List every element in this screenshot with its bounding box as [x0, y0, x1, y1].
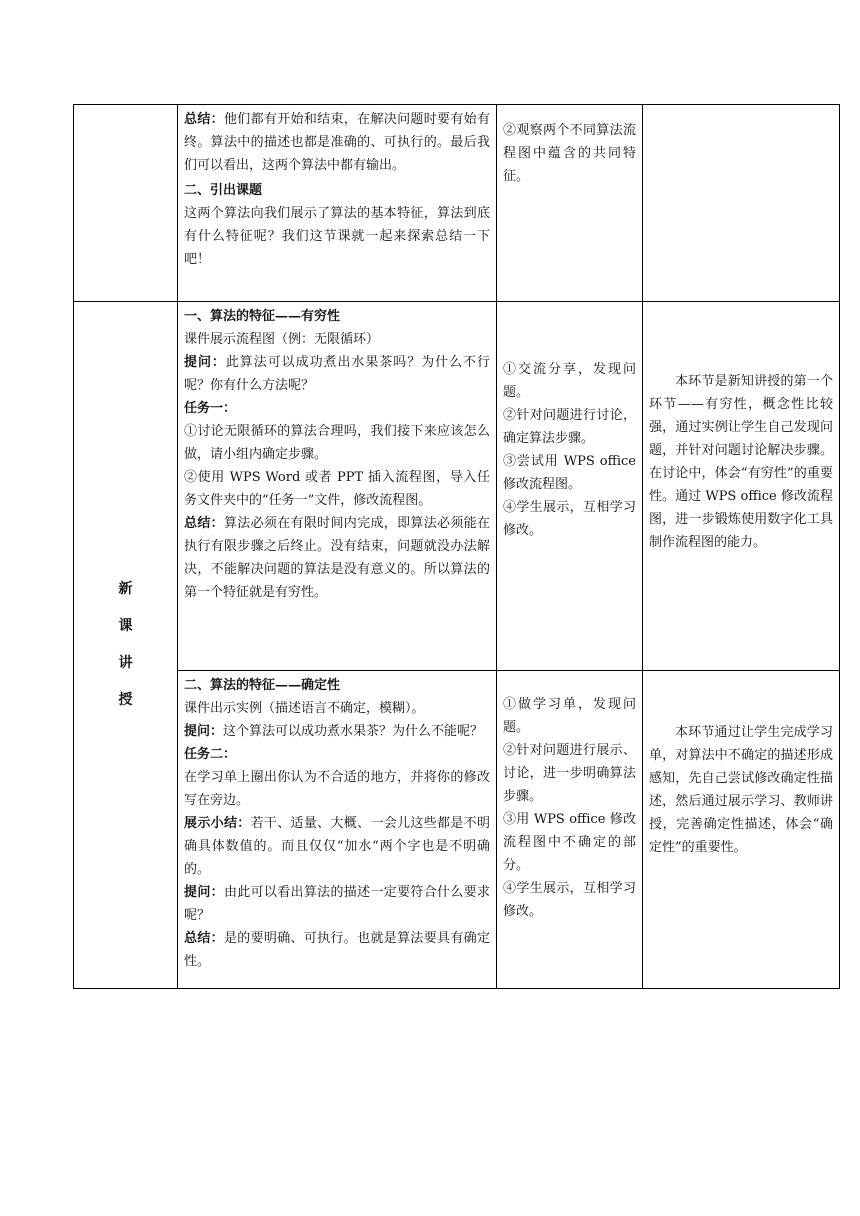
summary-paragraph [184, 512, 490, 604]
section-heading: 一、算法的特征——有穷性 [184, 309, 341, 324]
question-paragraph [184, 351, 490, 397]
stage-label [80, 571, 171, 719]
student-activity-item: ④学生展示，互相学习修改。 [503, 500, 636, 538]
task-step: ②使用 WPS Word 或者 PPT 插入流程图，导入任务文件夹中的“任务一”文件，修改流程图。 [184, 470, 490, 508]
stage-char: 新 [118, 581, 133, 597]
question-paragraph [184, 881, 490, 927]
design-intent-cell [643, 302, 840, 671]
question-text: 由此可以看出算法的描述一定要符合什么要求呢？ [184, 885, 490, 923]
design-intent-cell [643, 105, 840, 302]
table-row [74, 671, 840, 989]
task-label: 任务二： [184, 747, 237, 762]
student-activity-item: ④学生展示，互相学习修改。 [503, 881, 636, 919]
design-intent-text: 本环节通过让学生完成学习单，对算法中不确定的描述形成感知，先自己尝试修改确定性描述，然后通过展示学习、教师讲授，完善确定性描述，体会“确定性”的重要性。 [649, 725, 833, 855]
student-activity-cell [497, 105, 643, 302]
question-label: 提问： [184, 885, 224, 900]
student-activity-item: ③尝试用 WPS office 修改流程图。 [503, 454, 636, 492]
show-summary-label: 展示小结： [184, 816, 251, 831]
summary-paragraph [184, 927, 490, 973]
lesson-plan-table [73, 104, 840, 989]
stage-char: 授 [118, 692, 133, 708]
question-label: 提问： [184, 724, 224, 739]
design-intent-cell [643, 671, 840, 989]
summary-label: 总结： [184, 931, 224, 946]
show-summary-paragraph [184, 812, 490, 881]
task-text: 在学习单上圈出你认为不合适的地方，并将你的修改写在旁边。 [184, 770, 490, 808]
stage-char: 课 [118, 618, 133, 634]
summary-text: 算法必须在有限时间内完成，即算法必须能在执行有限步骤之后终止。没有结束，问题就没办法解决，不能解决问题的算法是没有意义的。所以算法的第一个特征就是有穷性。 [184, 516, 490, 600]
courseware-text: 课件出示实例（描述语言不确定，模糊）。 [184, 701, 425, 716]
stage-char: 讲 [118, 655, 133, 671]
question-text: 此算法可以成功煮出水果茶吗？为什么不行呢？你有什么方法呢？ [184, 355, 490, 393]
stage-cell-empty [74, 105, 178, 302]
student-activity-item: ③用 WPS office 修改流程图中不确定的部分。 [503, 812, 636, 873]
design-intent-text: 本环节是新知讲授的第一个环节——有穷性，概念性比较强，通过实例让学生自己发现问题，并针对问题讨论解决步骤。在讨论中，体会“有穷性”的重要性。通过 WPS office 修改流程图，进一步锻炼使用数字化工具制作流程图的能力。 [649, 374, 833, 550]
table-row [74, 105, 840, 302]
student-activity-item: ②针对问题进行展示、讨论，进一步明确算法步骤。 [503, 743, 636, 804]
student-activity-text: ②观察两个不同算法流程图中蕴含的共同特征。 [503, 123, 636, 184]
courseware-text: 课件展示流程图（例：无限循环） [184, 332, 380, 347]
summary-label: 总结： [184, 112, 224, 127]
teacher-activity-cell [178, 105, 497, 302]
section-heading: 二、算法的特征——确定性 [184, 678, 341, 693]
student-activity-item: ①做学习单，发现问题。 [503, 697, 636, 735]
intro-text: 这两个算法向我们展示了算法的基本特征，算法到底有什么特征呢？我们这节课就一起来探索总结一下吧！ [184, 206, 490, 267]
summary-paragraph [184, 108, 490, 177]
summary-label: 总结： [184, 516, 224, 531]
stage-cell [74, 302, 178, 989]
teacher-activity-cell [178, 671, 497, 989]
student-activity-item: ①交流分享，发现问题。 [503, 362, 636, 400]
summary-text: 他们都有开始和结束，在解决问题时要有始有终。算法中的描述也都是准确的、可执行的。最后我们可以看出，这两个算法中都有输出。 [184, 112, 490, 173]
teacher-activity-cell [178, 302, 497, 671]
summary-text: 是的要明确、可执行。也就是算法要具有确定性。 [184, 931, 490, 969]
task-label: 任务一： [184, 401, 237, 416]
task-step: ①讨论无限循环的算法合理吗，我们接下来应该怎么做，请小组内确定步骤。 [184, 424, 490, 462]
student-activity-cell [497, 302, 643, 671]
table-row [74, 302, 840, 671]
student-activity-cell [497, 671, 643, 989]
section-heading: 二、引出课题 [184, 183, 263, 198]
question-text: 这个算法可以成功煮水果茶？为什么不能呢？ [223, 724, 484, 739]
show-summary-text: 若干、适量、大概、一会儿这些都是不明确具体数值的。而且仅仅“加水“两个字也是不明确的。 [184, 816, 490, 877]
question-label: 提问： [184, 355, 226, 370]
student-activity-item: ②针对问题进行讨论，确定算法步骤。 [503, 408, 636, 446]
question-paragraph [184, 720, 490, 743]
